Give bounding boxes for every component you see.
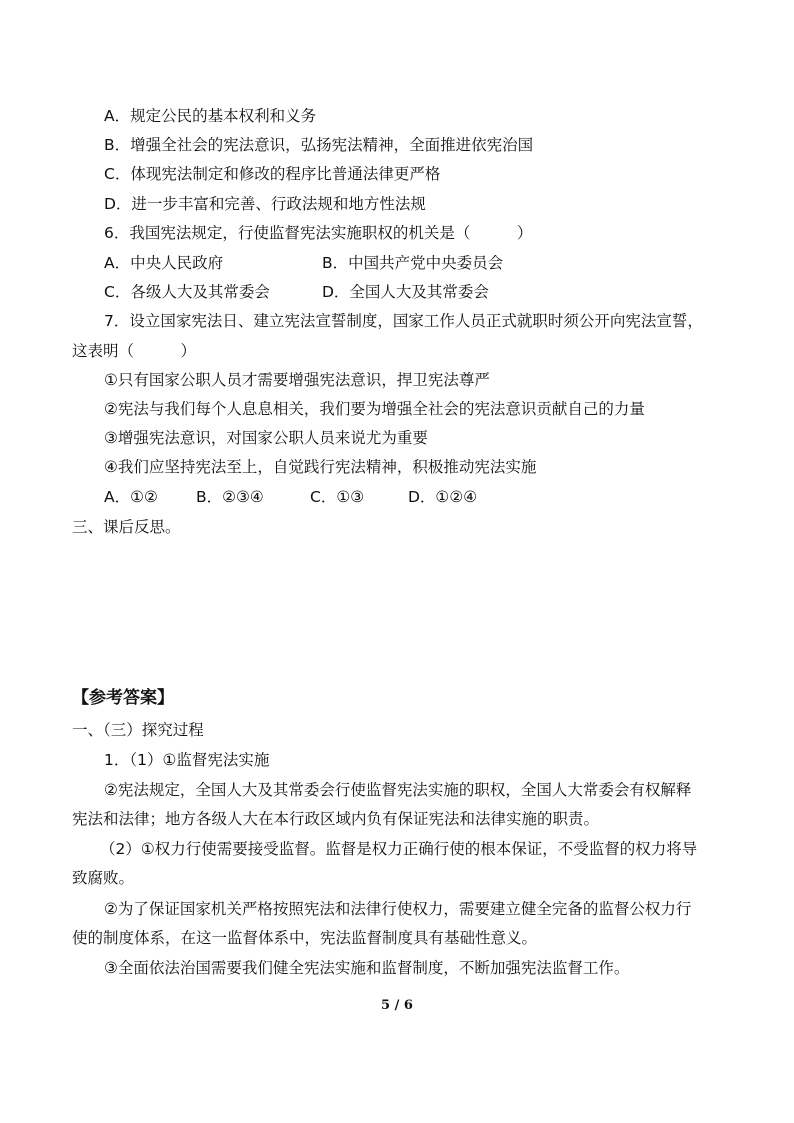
- q7-statement-4: ④我们应坚持宪法至上，自觉践行宪法精神，积极推动宪法实施: [104, 458, 537, 476]
- q6-option-d: D．全国人大及其常委会: [322, 283, 489, 301]
- answer-paragraph-2-line2: 宪法和法律；地方各级人大在本行政区域内负有保证宪法和法律实施的职责。: [72, 810, 600, 828]
- page-number: 5 / 6: [381, 998, 413, 1013]
- answers-heading: 【参考答案】: [72, 688, 174, 708]
- q7-statement-1: ①只有国家公职人员才需要增强宪法意识，捍卫宪法尊严: [104, 371, 490, 389]
- answer-paragraph-5: ③全面依法治国需要我们健全宪法实施和监督制度，不断加强宪法监督工作。: [104, 959, 630, 977]
- q7-option-c: C．①③: [310, 488, 365, 506]
- q7-stem-line1: 7．设立国家宪法日、建立宪法宣誓制度，国家工作人员正式就职时须公开向宪法宣誓，: [104, 312, 703, 330]
- answer-paragraph-4-line2: 使的制度体系，在这一监督体系中，宪法监督制度具有基础性意义。: [72, 929, 538, 947]
- q7-option-b: B．②③④: [196, 488, 264, 506]
- answer-paragraph-1: 1．（1）①监督宪法实施: [104, 751, 270, 769]
- q6-option-b: B．中国共产党中央委员会: [322, 254, 504, 272]
- q7-statement-3: ③增强宪法意识，对国家公职人员来说尤为重要: [104, 429, 428, 447]
- q6-option-c: C．各级人大及其常委会: [104, 283, 270, 301]
- q6-option-a: A．中央人民政府: [104, 254, 224, 272]
- q7-statement-2: ②宪法与我们每个人息息相关，我们要为增强全社会的宪法意识贡献自己的力量: [104, 400, 645, 418]
- q5-option-b: B．增强全社会的宪法意识，弘扬宪法精神，全面推进依宪治国: [104, 136, 534, 154]
- answer-paragraph-3-line2: 致腐败。: [72, 869, 135, 887]
- q5-option-c: C．体现宪法制定和修改的程序比普通法律更严格: [104, 165, 441, 183]
- q7-option-d: D．①②④: [408, 488, 478, 506]
- q7-stem-line2: 这表明（ ）: [72, 342, 197, 360]
- q6-stem: 6．我国宪法规定，行使监督宪法实施职权的机关是（ ）: [104, 224, 533, 242]
- answer-paragraph-4-line1: ②为了保证国家机关严格按照宪法和法律行使权力，需要建立健全完备的监督公权力行: [104, 900, 692, 918]
- q7-option-a: A．①②: [104, 488, 158, 506]
- answers-subheading: 一、（三）探究过程: [72, 721, 204, 739]
- q5-option-a: A．规定公民的基本权利和义务: [104, 107, 317, 125]
- section-3-heading: 三、课后反思。: [72, 518, 181, 536]
- q5-option-d: D．进一步丰富和完善、行政法规和地方性法规: [104, 195, 426, 213]
- answer-paragraph-3-line1: （2）①权力行使需要接受监督。监督是权力正确行使的根本保证，不受监督的权力将导: [100, 840, 698, 858]
- answer-paragraph-2-line1: ②宪法规定，全国人大及其常委会行使监督宪法实施的职权，全国人大常委会有权解释: [104, 781, 692, 799]
